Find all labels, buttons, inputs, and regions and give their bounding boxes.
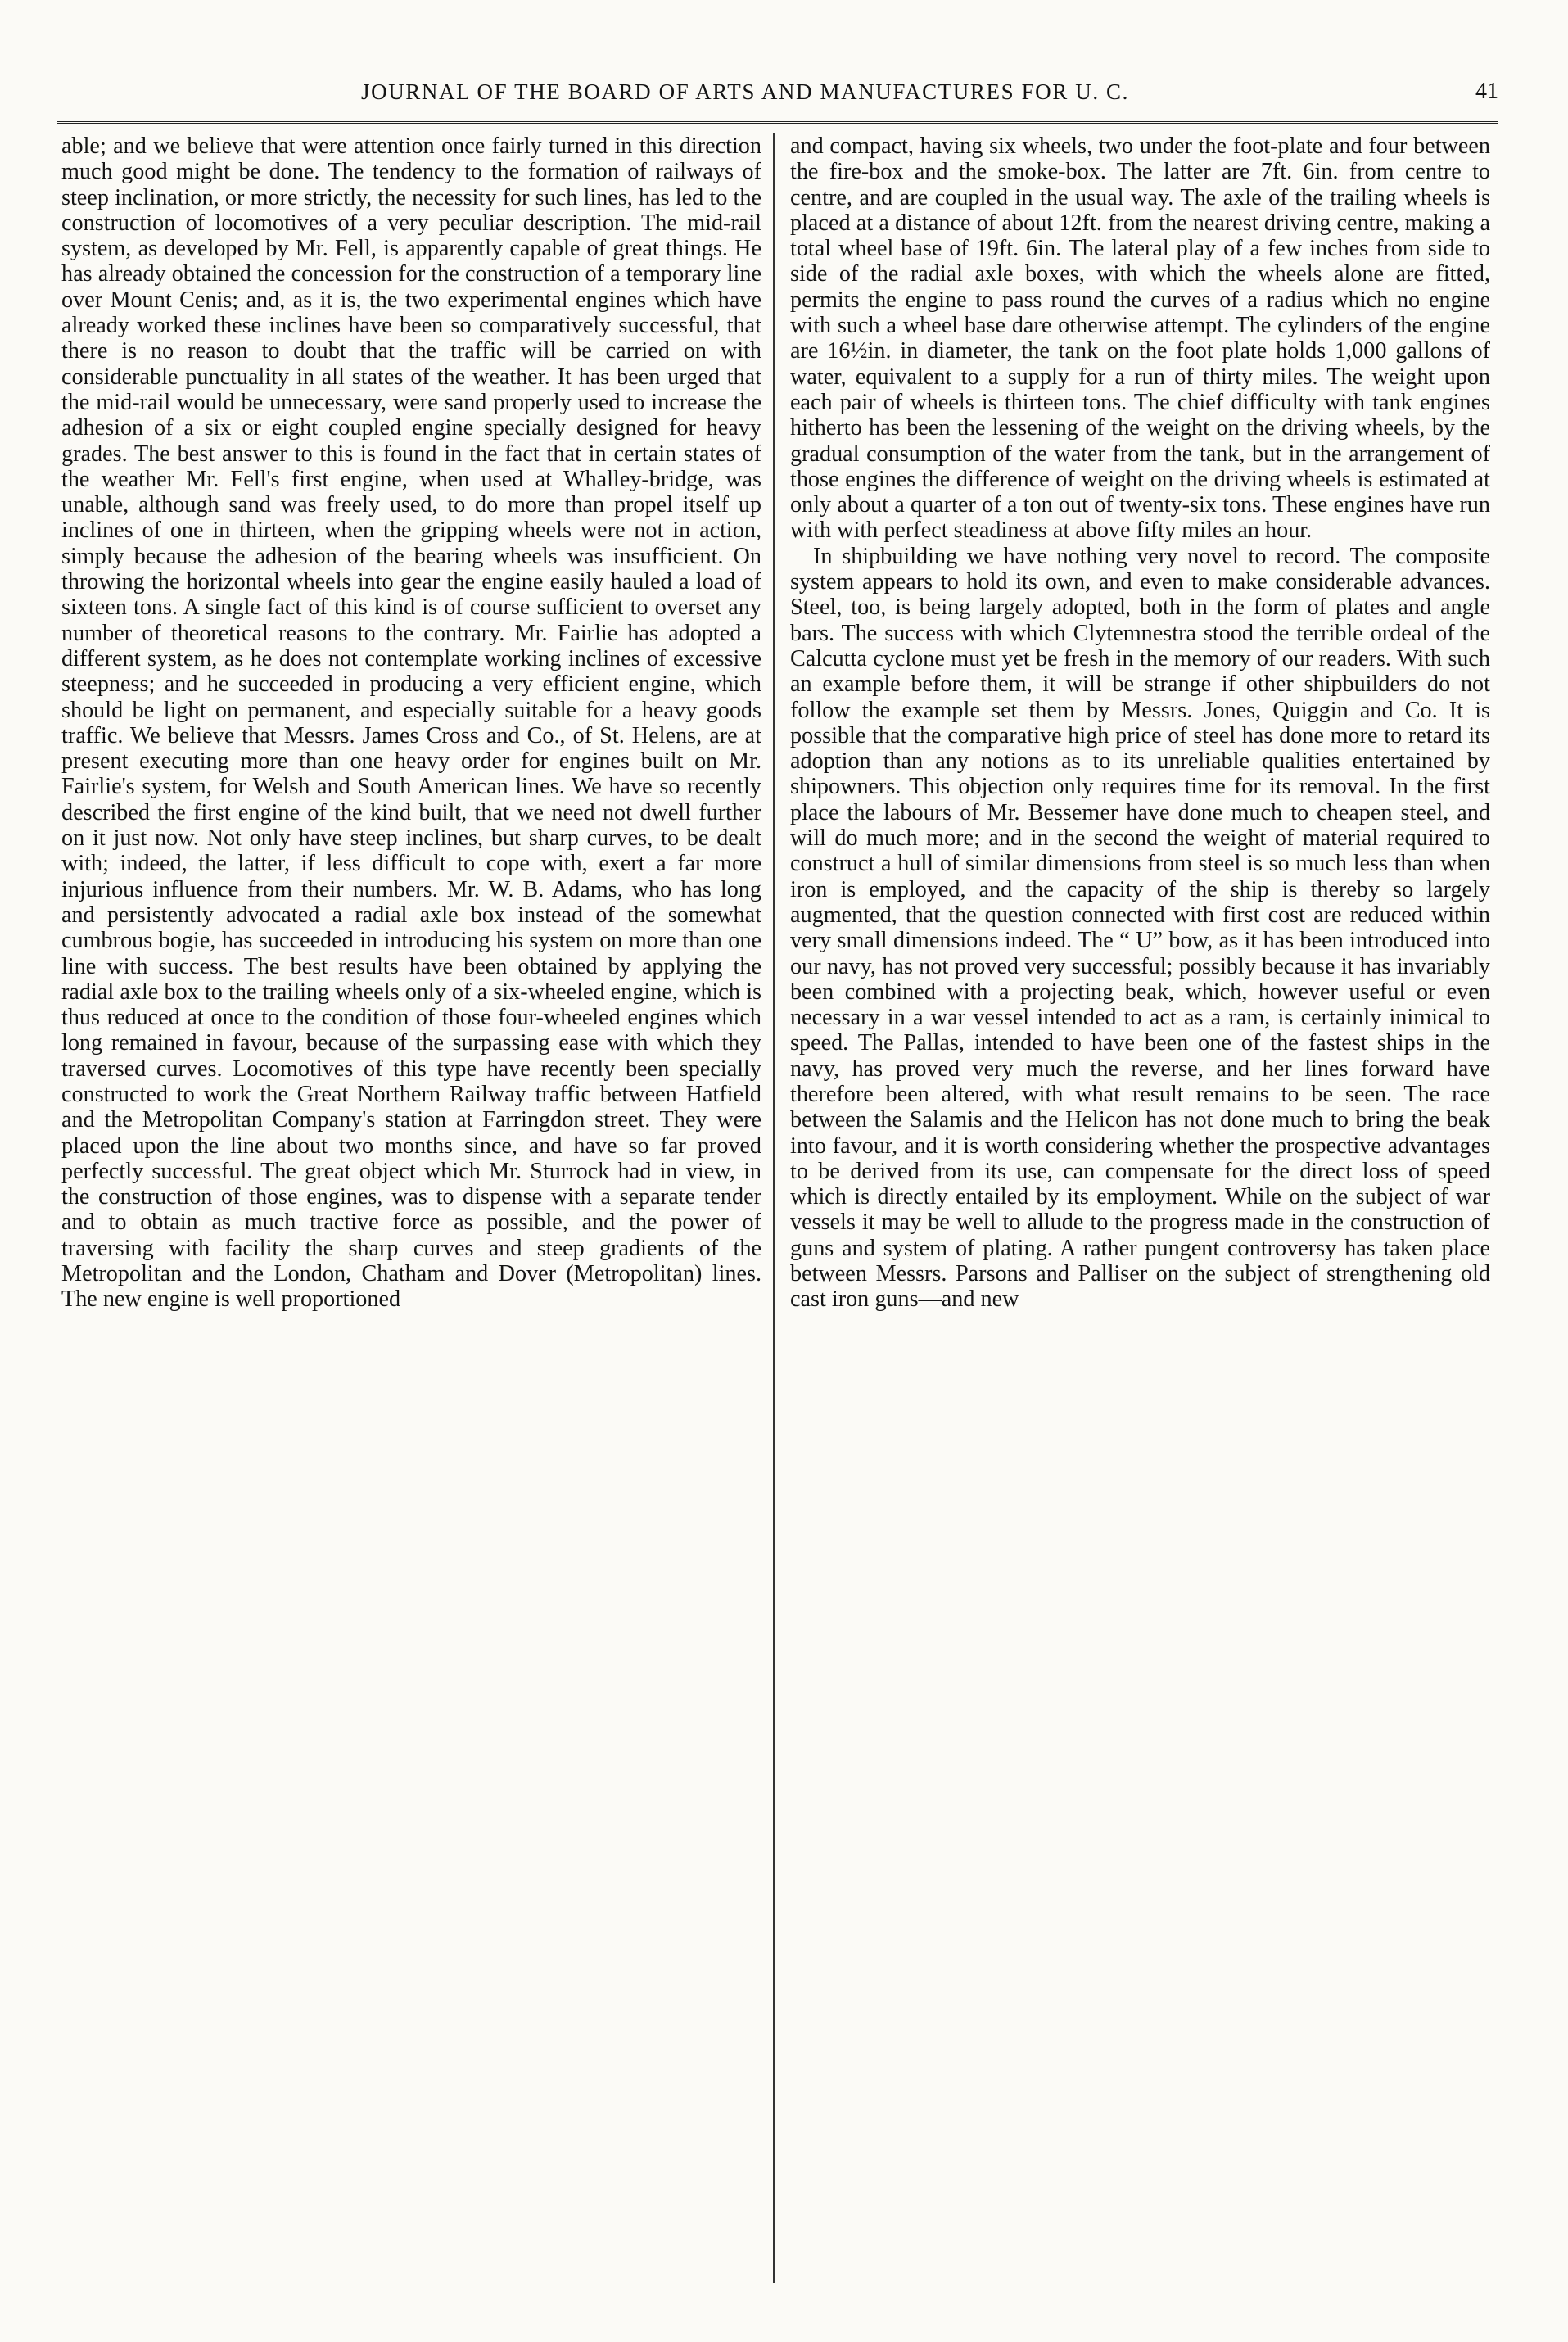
left-column (61, 133, 761, 2283)
paragraph: able; and we believe that were attention once fairly turned in this direction much good might be done. The tendency to the formation of railways of steep inclination, or more strictly, the necessity for such lines, has led to the construction of locomotives of a very peculiar description. The mid-rail system, as developed by Mr. Fell, is apparently capable of great things. He has already obtained the concession for the construction of a temporary line over Mount Cenis; and, as it is, the two experimental engines which have already worked these inclines have been so comparatively successful, that there is no reason to doubt that the traffic will be carried on with considerable punctuality in all states of the weather. It has been urged that the mid-rail would be unnecessary, were sand properly used to increase the adhesion of a six or eight coupled engine specially designed for heavy grades. The best answer to this is found in the fact that in certain states of the weather Mr. Fell's first engine, when used at Whalley-bridge, was unable, although sand was freely used, to do more than propel itself up inclines of one in thirteen, when the gripping wheels were not in action, simply because the adhesion of the bearing wheels was insufficient. On throwing the horizontal wheels into gear the engine easily hauled a load of sixteen tons. A single fact of this kind is of course sufficient to overset any number of theoretical reasons to the contrary. Mr. Fairlie has adopted a different system, as he does not contemplate working inclines of excessive steepness; and he succeeded in producing a very efficient engine, which should be light on permanent, and especially suitable for a heavy goods traffic. We believe that Messrs. James Cross and Co., of St. Helens, are at present executing more than one heavy order for engines built on Mr. Fairlie's system, for Welsh and South American lines. We have so recently described the first engine of the kind built, that we need not dwell further on it just now. Not only have steep inclines, but sharp curves, to be dealt with; indeed, the latter, if less difficult to cope with, exert a far more injurious influence from their numbers. Mr. W. B. Adams, who has long and persistently advocated a radial axle box instead of the somewhat cumbrous bogie, has succeeded in introducing his system on more than one line with success. The best results have been obtained by applying the radial axle box to the trailing wheels only of a six-wheeled engine, which is thus reduced at once to the condition of those four-wheeled engines which long remained in favour, because of the surpassing ease with which they traversed curves. Locomotives of this type have recently been specially constructed to work the Great Northern Railway traffic between Hatfield and the Metropolitan Company's station at Farringdon street. They were placed upon the line about two months since, and have so far proved perfectly successful. The great object which Mr. Sturrock had in view, in the construction of those engines, was to dispense with a separate tender and to obtain as much tractive force as possible, and the power of traversing with facility the sharp curves and steep gradients of the Metropolitan and the London, Chatham and Dover (Metropolitan) lines. The new engine is well proportioned (61, 133, 761, 1313)
right-column (790, 133, 1490, 2283)
running-head: JOURNAL OF THE BOARD OF ARTS AND MANUFACTURES FOR U. C. (360, 79, 1129, 104)
page-header (57, 74, 1498, 115)
header-rule (57, 121, 1498, 124)
paragraph: and compact, having six wheels, two under the foot-plate and four between the fire-box and the smoke-box. The latter are 7ft. 6in. from centre to centre, and are coupled in the usual way. The axle of the trailing wheels is placed at a distance of about 12ft. from the nearest driving centre, making a total wheel base of 19ft. 6in. The lateral play of a few inches from side to side of the radial axle boxes, with which the wheels alone are fitted, permits the engine to pass round the curves of a radius which no engine with such a wheel base dare otherwise attempt. The cylinders of the engine are 16½in. in diameter, the tank on the foot plate holds 1,000 gallons of water, equivalent to a supply for a run of thirty miles. The weight upon each pair of wheels is thirteen tons. The chief difficulty with tank engines hitherto has been the lessening of the weight on the driving wheels, by the gradual consumption of the water from the tank, but in the arrangement of those engines the difference of weight on the driving wheels is estimated at only about a quarter of a ton out of twenty-six tons. These engines have run with with perfect steadiness at above fifty miles an hour. (790, 133, 1490, 544)
page-number: 41 (1475, 79, 1498, 104)
column-divider (773, 133, 775, 2283)
paragraph: In shipbuilding we have nothing very novel to record. The composite system appears to hold its own, and even to make considerable advances. Steel, too, is being largely adopted, both in the form of plates and angle bars. The success with which Clytemnestra stood the terrible ordeal of the Calcutta cyclone must yet be fresh in the memory of our readers. With such an example before them, it will be strange if other shipbuilders do not follow the example set them by Messrs. Jones, Quiggin and Co. It is possible that the comparative high price of steel has done more to retard its adoption than any notions as to its unreliable qualities entertained by shipowners. This objection only requires time for its removal. In the first place the labours of Mr. Bessemer have done much to cheapen steel, and will do much more; and in the second the weight of material required to construct a hull of similar dimensions from steel is so much less than when iron is employed, and the capacity of the ship is thereby so largely augmented, that the question connected with first cost are reduced within very small dimensions indeed. The “ U” bow, as it has been introduced into our navy, has not proved very successful; possibly because it has invariably been combined with a projecting beak, which, however useful or even necessary in a war vessel intended to act as a ram, is certainly inimical to speed. The Pallas, intended to have been one of the fastest ships in the navy, has proved very much the reverse, and her lines forward have therefore been altered, with what result remains to be seen. The race between the Salamis and the Helicon has not done much to bring the beak into favour, and it is worth considering whether the prospective advantages to be derived from its use, can compensate for the direct loss of speed which is directly entailed by its employment. While on the subject of war vessels it may be well to allude to the progress made in the construction of guns and system of plating. A rather pungent controversy has taken place between Messrs. Parsons and Palliser on the subject of strengthening old cast iron guns—and new (790, 543, 1490, 1313)
